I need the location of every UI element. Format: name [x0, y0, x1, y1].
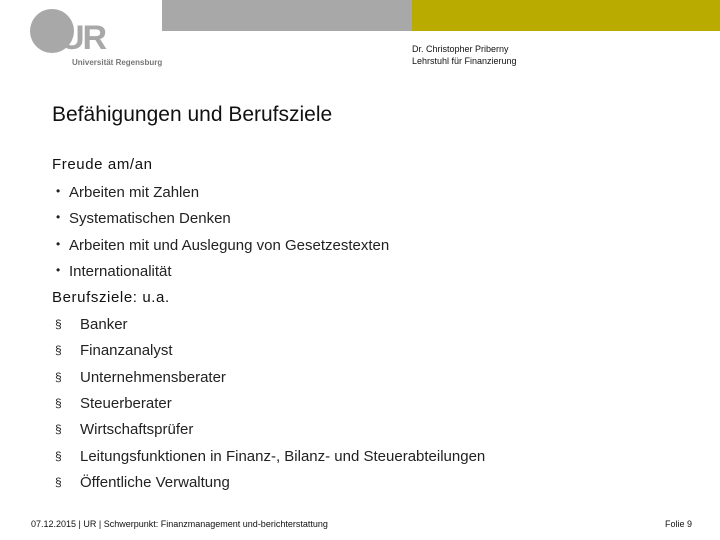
university-logo [30, 9, 170, 73]
bullet-icon: • [56, 237, 61, 251]
header-gray-bar [162, 0, 412, 31]
section-heading-freude: Freude am/an [52, 156, 153, 173]
author-name: Dr. Christopher Priberny [412, 44, 509, 54]
list-item-text: Systematischen Denken [69, 210, 231, 227]
section-sign-icon: § [55, 317, 62, 331]
list-item-text: Arbeiten mit Zahlen [69, 184, 200, 201]
section-sign-icon: § [55, 475, 62, 489]
section-sign-icon: § [55, 343, 62, 357]
list-item-text: Steuerberater [80, 395, 172, 412]
bullet-icon: • [56, 184, 61, 198]
author-chair: Lehrstuhl für Finanzierung [412, 56, 517, 66]
logo-mark: UR [60, 19, 106, 57]
slide-number: Folie 9 [664, 519, 692, 529]
section-sign-icon: § [55, 396, 62, 410]
section-heading-berufsziele: Berufsziele: u.a. [52, 289, 170, 306]
bullet-icon: • [56, 263, 61, 277]
section-sign-icon: § [55, 370, 62, 384]
logo-subtitle: Universität Regensburg [72, 58, 163, 67]
list-item-text: Banker [80, 316, 128, 333]
list-item-text: Internationalität [69, 263, 172, 280]
section-sign-icon: § [55, 422, 62, 436]
author-block [412, 43, 517, 67]
list-item-text: Finanzanalyst [80, 342, 173, 359]
list-item-text: Unternehmensberater [80, 369, 226, 386]
section-sign-icon: § [55, 449, 62, 463]
list-item-text: Wirtschaftsprüfer [80, 421, 194, 438]
bullet-icon: • [56, 210, 61, 224]
list-item-text: Öffentliche Verwaltung [80, 474, 230, 491]
header-accent-bar [412, 0, 720, 31]
slide-title: Befähigungen und Berufsziele [52, 103, 333, 126]
list-item-text: Arbeiten mit und Auslegung von Gesetzestexten [69, 237, 390, 254]
list-item-text: Leitungsfunktionen in Finanz-, Bilanz- und Steuerabteilungen [80, 448, 486, 465]
footer-info: 07.12.2015 | UR | Schwerpunkt: Finanzmanagement und-berichterstattung [31, 519, 328, 529]
